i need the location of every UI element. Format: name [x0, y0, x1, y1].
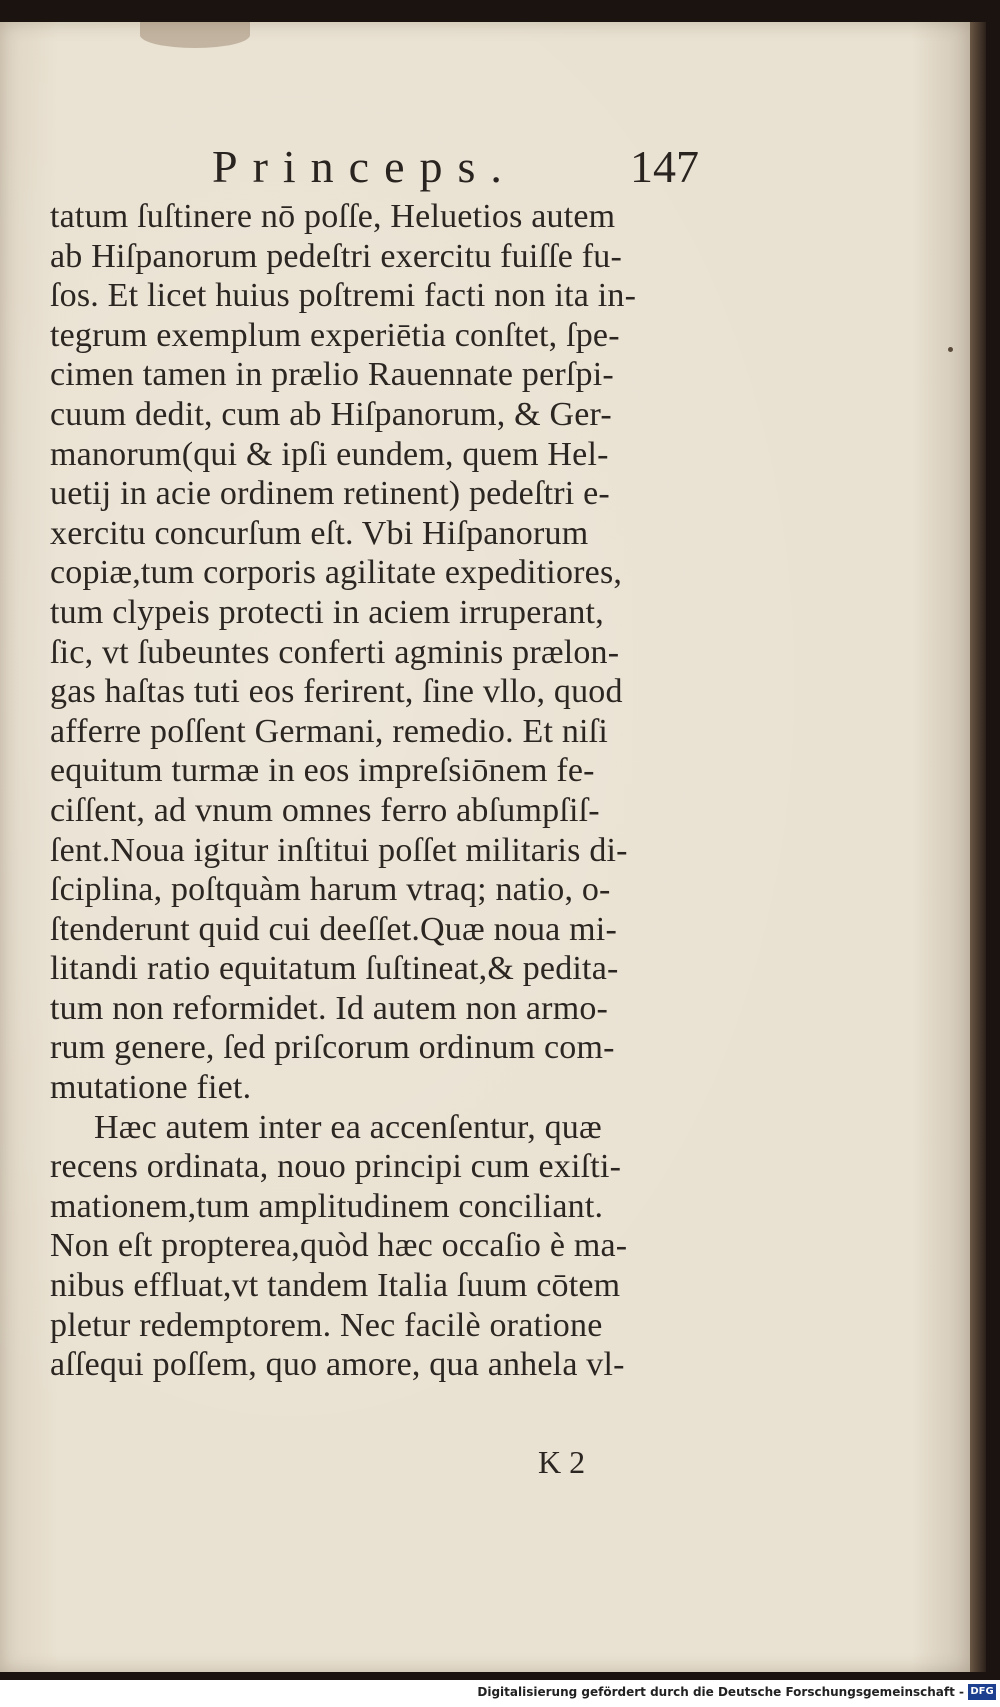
signature-mark: K 2 [538, 1444, 586, 1480]
text-line: cuum dedit, cum ab Hiſpanorum, & Ger- [50, 395, 612, 433]
ink-speck [948, 347, 953, 352]
text-line: aſſequi poſſem, quo amore, qua anhela vl- [50, 1346, 625, 1384]
text-line: manorum(qui & ipſi eundem, quem Hel- [50, 435, 609, 473]
page-number: 147 [630, 141, 699, 192]
text-line: ſtenderunt quid cui deeſſet.Quæ noua mi- [50, 910, 617, 948]
text-line: ſciplina, poſtquàm harum vtraq; natio, o- [50, 871, 611, 909]
text-line: ab Hiſpanorum pedeſtri exercitu fuiſſe fu- [50, 237, 623, 275]
text-line: nibus effluat,vt tandem Italia ſuum cōtem [50, 1267, 621, 1305]
text-line: mutatione fiet. [50, 1069, 252, 1107]
text-line: tum non reformidet. Id autem non armo- [50, 989, 609, 1027]
text-line: cimen tamen in prælio Rauennate perſpi- [50, 356, 614, 394]
text-line: uetij in acie ordinem retinent) pedeſtri e- [50, 475, 610, 513]
digitization-footer [0, 1680, 1000, 1707]
footer-credit: Digitalisierung gefördert durch die Deutsche Forschungsgemeinschaft - [477, 1685, 964, 1699]
text-line: ſent.Noua igitur inſtitui poſſet militaris di- [50, 831, 628, 869]
text-line: litandi ratio equitatum ſuſtineat,& pedita- [50, 950, 619, 988]
text-line: xercitu concurſum eſt. Vbi Hiſpanorum [50, 514, 589, 552]
text-line: gas haſtas tuti eos ferirent, ſine vllo, quod [50, 673, 623, 711]
text-line: rum genere, ſed priſcorum ordinum com- [50, 1029, 615, 1067]
text-line: equitum turmæ in eos impreſsiōnem fe- [50, 752, 595, 790]
text-line: Non eſt propterea,quòd hæc occaſio è ma- [50, 1227, 628, 1265]
page-header [0, 140, 970, 200]
page-stain [140, 22, 250, 48]
body-text [50, 197, 710, 1385]
text-line: ſos. Et licet huius poſtremi facti non ita in- [50, 277, 637, 315]
text-line: Hæc autem inter ea accenſentur, quæ [94, 1108, 602, 1146]
text-line: tegrum exemplum experiētia conſtet, ſpe- [50, 316, 620, 354]
text-line: copiæ,tum corporis agilitate expeditiores, [50, 554, 623, 592]
text-line: mationem,tum amplitudinem conciliant. [50, 1187, 604, 1225]
dfg-logo: DFG [968, 1684, 996, 1700]
text-line: tatum ſuſtinere nō poſſe, Heluetios autem [50, 198, 616, 235]
page-edge [970, 22, 986, 1672]
text-line: ſic, vt ſubeuntes conferti agminis prælon- [50, 633, 620, 671]
text-line: tum clypeis protecti in aciem irruperant, [50, 593, 604, 631]
running-head: Princeps. [212, 141, 517, 192]
book-page [0, 22, 970, 1672]
text-line: recens ordinata, nouo principi cum exiſti- [50, 1148, 622, 1186]
text-line: afferre poſſent Germani, remedio. Et niſi [50, 712, 608, 750]
text-line: pletur redemptorem. Nec facilè oratione [50, 1306, 603, 1344]
text-line: ciſſent, ad vnum omnes ferro abſumpſiſ- [50, 791, 600, 829]
